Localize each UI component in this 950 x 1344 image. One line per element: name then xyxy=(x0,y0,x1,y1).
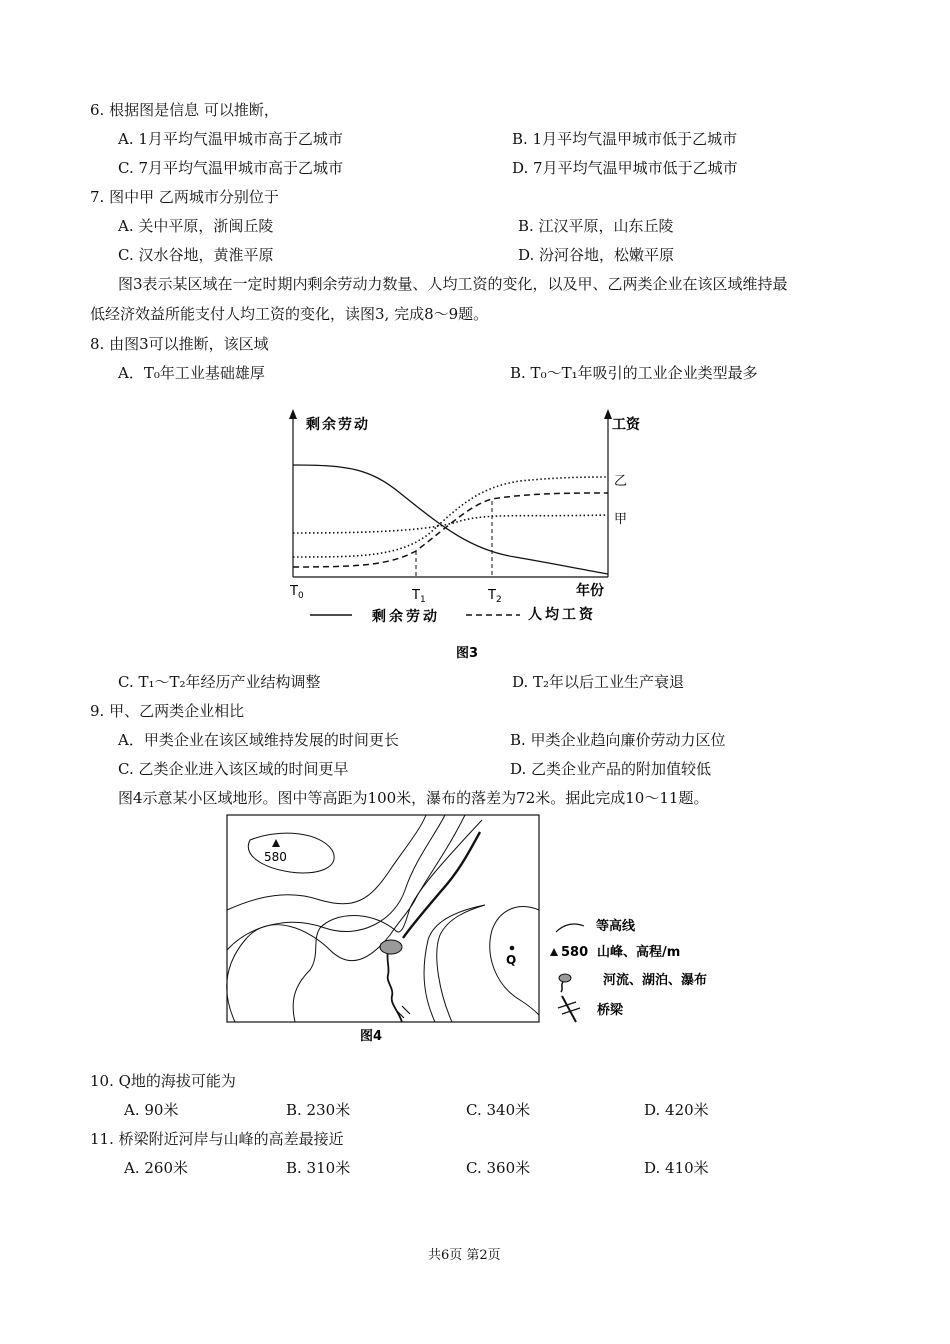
q9-stem: 9. 甲、乙两类企业相比 xyxy=(90,702,245,720)
tick-t0: $T_0$ xyxy=(290,584,304,601)
legend-dashed-label: 人均工资 xyxy=(528,607,596,623)
legend-river-icon xyxy=(561,982,563,992)
q9-option-d: D. 乙类企业产品的附加值较低 xyxy=(510,760,712,778)
contour-line-5 xyxy=(424,905,485,1022)
tick-t2: $T_2$ xyxy=(488,588,502,605)
q11-option-d: D. 410米 xyxy=(644,1159,709,1177)
q10-option-d: D. 420米 xyxy=(644,1101,709,1119)
q7-option-b: B. 江汉平原，山东丘陵 xyxy=(518,217,674,235)
contour-line-3 xyxy=(227,815,465,1022)
legend-solid-label: 剩余劳动 xyxy=(372,609,440,625)
q7-stem: 7. 图中甲 乙两城市分别位于 xyxy=(90,188,279,206)
fig4-intro: 图4示意某小区域地形。图中等高距为100米，瀑布的落差为72米。据此完成10～11题。 xyxy=(118,789,709,807)
peak-triangle-icon xyxy=(272,839,280,847)
q10-option-b: B. 230米 xyxy=(286,1101,351,1119)
contour-line-4 xyxy=(293,820,482,1022)
q10-stem: 10. Q地的海拔可能为 xyxy=(90,1072,236,1090)
legend-river-label: 河流、湖泊、瀑布 xyxy=(603,973,708,988)
q10-option-c: C. 340米 xyxy=(466,1101,531,1119)
series-yi-line xyxy=(293,477,608,557)
contour-line-2 xyxy=(227,815,445,950)
legend-bridge-river xyxy=(562,996,576,1022)
q7-option-d: D. 汾河谷地，松嫩平原 xyxy=(518,246,675,264)
tick-t1: $T_1$ xyxy=(412,588,426,605)
q7-option-a: A. 关中平原，浙闽丘陵 xyxy=(118,217,274,235)
figure-3-caption: 图3 xyxy=(456,646,479,661)
peak-contour xyxy=(248,833,334,873)
q11-option-c: C. 360米 xyxy=(466,1159,531,1177)
q8-stem: 8. 由图3可以推断，该区域 xyxy=(90,335,269,353)
legend-peak-icon xyxy=(550,948,558,956)
fig3-intro-line2: 低经济效益所能支付人均工资的变化，读图3, 完成8～9题。 xyxy=(90,305,489,323)
q10-option-a: A. 90米 xyxy=(124,1101,179,1119)
series-jia-label: 甲 xyxy=(614,512,628,527)
q8-option-c: C. T₁～T₂年经历产业结构调整 xyxy=(118,673,321,691)
legend-peak-label: 山峰、高程/m xyxy=(597,945,681,960)
q6-option-a: A. 1月平均气温甲城市高于乙城市 xyxy=(118,130,343,148)
river-lower xyxy=(387,951,402,1022)
right-axis-label: 工资 xyxy=(612,417,640,433)
q6-option-d: D. 7月平均气温甲城市低于乙城市 xyxy=(512,159,738,177)
peak-elevation-label: 580 xyxy=(264,850,287,864)
lake-icon xyxy=(380,940,402,954)
q8-option-b: B. T₀～T₁年吸引的工业企业类型最多 xyxy=(510,364,758,382)
figure-4-map xyxy=(220,810,740,1050)
q11-option-b: B. 310米 xyxy=(286,1159,351,1177)
q6-stem: 6. 根据图是信息 可以推断， xyxy=(90,101,279,119)
figure-4-caption: 图4 xyxy=(360,1029,383,1044)
q11-option-a: A. 260米 xyxy=(124,1159,188,1177)
fig3-intro-line1: 图3表示某区域在一定时期内剩余劳动力数量、人均工资的变化，以及甲、乙两类企业在该区域维持最 xyxy=(118,275,788,293)
page-footer: 共6页 第2页 xyxy=(428,1248,501,1263)
contour-line-1 xyxy=(227,815,426,910)
q8-option-a: A．T₀年工业基础雄厚 xyxy=(118,364,265,382)
x-axis-label: 年份 xyxy=(576,583,604,599)
q9-option-c: C. 乙类企业进入该区域的时间更早 xyxy=(118,760,349,778)
average-wage-line xyxy=(293,493,608,567)
surplus-labor-line xyxy=(293,465,608,574)
bridge-icon xyxy=(396,1006,410,1018)
q9-option-b: B. 甲类企业趋向廉价劳动力区位 xyxy=(510,731,726,749)
q7-option-c: C. 汉水谷地，黄淮平原 xyxy=(118,246,274,264)
legend-bridge-label: 桥梁 xyxy=(597,1003,624,1018)
series-yi-label: 乙 xyxy=(614,474,628,489)
figure-3-chart xyxy=(280,405,660,665)
left-axis-label: 剩余劳动 xyxy=(306,417,370,433)
legend-contour-label: 等高线 xyxy=(596,919,636,934)
q8-option-d: D. T₂年以后工业生产衰退 xyxy=(512,673,685,691)
point-q-marker xyxy=(510,946,515,951)
point-q-label: Q xyxy=(506,953,517,967)
legend-contour-icon xyxy=(556,924,584,932)
q6-option-b: B. 1月平均气温甲城市低于乙城市 xyxy=(512,130,738,148)
q6-option-c: C. 7月平均气温甲城市高于乙城市 xyxy=(118,159,344,177)
q9-option-a: A．甲类企业在该区域维持发展的时间更长 xyxy=(118,731,399,749)
legend-peak-value: 580 xyxy=(561,945,589,960)
q11-stem: 11. 桥梁附近河岸与山峰的高差最接近 xyxy=(90,1130,344,1148)
legend-lake-icon xyxy=(559,974,571,982)
